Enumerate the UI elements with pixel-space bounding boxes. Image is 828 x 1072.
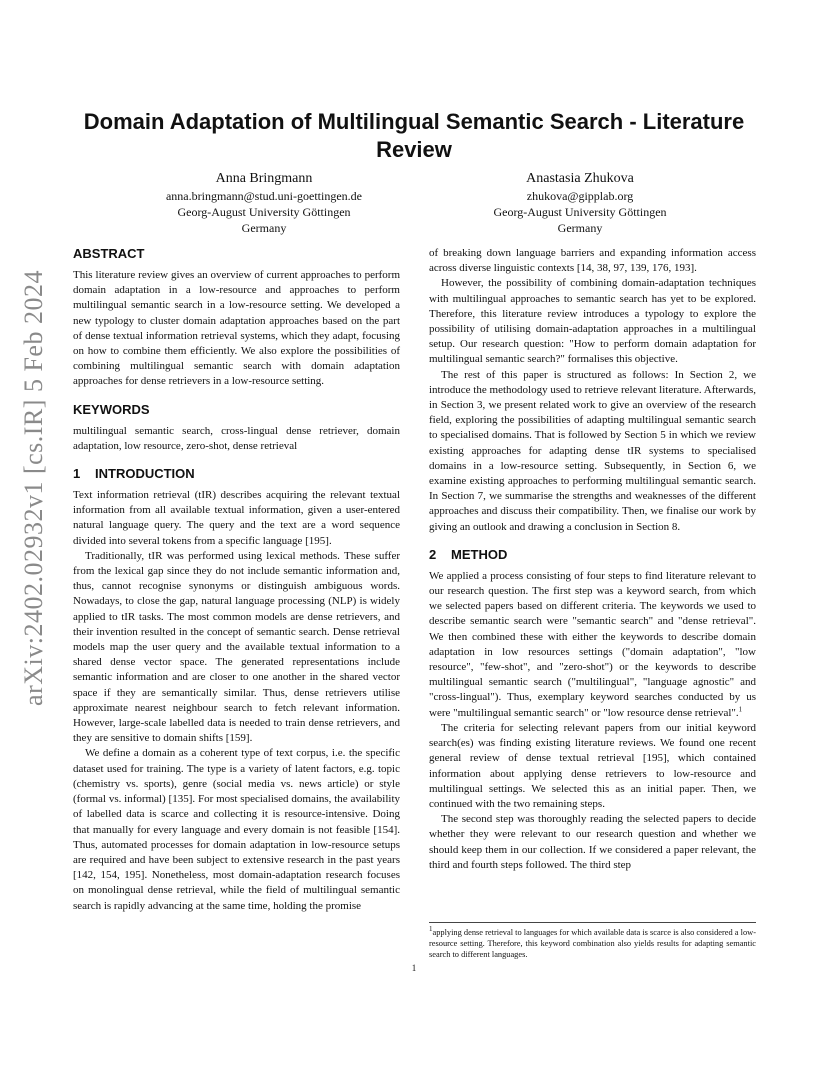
left-column (73, 246, 400, 914)
footnote-mark: 1 (738, 705, 743, 714)
footnote-number: 1 (429, 925, 433, 934)
paragraph-text: We applied a process consisting of four steps to find literature relevant to our research question. The first step was a keyword search, from which we selected papers based on different criteria. The keywords we used to describe semantic search were "semantic search" and "dense retrieval". We then combined these with either the keywords to describe domain adaptation in low resources settings ("domain adaptation", "low resource", "few-shot", and "zero-shot") or the keywords to describe multilingual semantic search ("multilingual", "language agnostic" and "cross-lingual"). Thus, exemplary keyword searches conducted by us were "multilingual semantic search" or "low resource dense retrieval". (429, 569, 756, 719)
author-affiliation: Georg-August University Göttingen (493, 205, 667, 219)
arxiv-id: arXiv:2402.02932v1 [cs.IR] 5 Feb 2024 (19, 270, 48, 706)
author-email: zhukova@gipplab.org (526, 189, 634, 203)
paragraph: The criteria for selecting relevant papers from our initial keyword search(es) was finding existing literature reviews. We found one recent general review of dense textual retrieval [195], which contained information about applying dense retrievers to low-resource and multilingual settings. We selected this as an initial paper. Then, we continued with the two remaining steps. (429, 721, 756, 810)
section-heading-method (429, 547, 756, 563)
section-number: 1 (73, 466, 81, 482)
section-title: METHOD (451, 546, 508, 562)
paragraph: The rest of this paper is structured as follows: In Section 2, we introduce the methodology used to retrieve relevant literature. Afterwards, in Section 3, we present related work to give an overview of the research field, exploring the possibilities of adapting multilingual semantic search to specialised domains. That is followed by Section 5 in which we review existing approaches for adapting dense tIR systems to specialised domains in a low-resource setting. Subsequently, in Section 6, we examine existing approaches to performing multilingual semantic search. In Section 7, we summarise the strengths and weaknesses of the different approaches and discuss their compatibility. Then, we finalise our work by giving an outlook and drawing a conclusion in Section 8. (429, 368, 756, 533)
abstract-text: This literature review gives an overview of current approaches to perform domain adaptation in a low-resource and approaches to perform multilingual semantic search in a low-resource setting. We developed a new typology to cluster domain adaptation approaches based on the part of dense textual information retrieval systems, which they adapt, focusing on how to combine them efficiently. We also explore the possibilities of combining multilingual semantic search with domain adaptation approaches for dense retrievers in a low-resource setting. (73, 269, 400, 388)
author-block-2 (430, 170, 730, 236)
footnote-text: applying dense retrieval to languages for which available data is scarce is also considered a low-resource setting. Therefore, this keyword combination also yields results for adapting semantic search to different languages. (429, 928, 756, 959)
paragraph: of breaking down language barriers and expanding information access across diverse linguistic contexts [14, 38, 97, 139, 176, 193]. (429, 247, 756, 275)
footnote (429, 922, 756, 960)
keywords-text: multilingual semantic search, cross-lingual dense retriever, domain adaptation, low resource, zero-shot, dense retrieval (73, 424, 400, 452)
paragraph: However, the possibility of combining domain-adaptation techniques with multilingual approaches to semantic search has yet to be explored. Therefore, this literature review introduces a typology to explore the possibility of utilising domain-adaptation approaches in a multilingual setup. Our research question: "How to perform domain adaptation for multilingual semantic search?" formalises this objective. (429, 277, 756, 366)
author-name: Anastasia Zhukova (526, 171, 634, 186)
page-number: 1 (411, 963, 417, 973)
paragraph: Text information retrieval (tIR) describes acquiring the relevant textual information from all available textual information, given a user-entered natural language query. The query and the text are a word sequence divided into several tokens from a specific language [195]. (73, 489, 400, 547)
section-title: INTRODUCTION (95, 466, 195, 482)
author-email: anna.bringmann@stud.uni-goettingen.de (165, 189, 362, 203)
author-country: Germany (557, 221, 603, 235)
paragraph: Traditionally, tIR was performed using lexical methods. These suffer from the lexical gap since they do not include semantic information and, thus, cannot recognise synonyms or distinguish ambiguous words. Nowadays, to close the gap, natural language processing (NLP) is widely applied to tIR tasks. The most common models are dense retrievers, and their invention resulted in the concept of semantic search. Dense retrieval models map the user query and the available textual information to a shared dense vector space. The generated representations include semantic information and are closer to one another in the shared vector space if they are semantically similar. Thus, dense retrievers utilise approximate nearest neighbour search to fetch relevant information. However, large-scale labelled data is needed to train dense retrievers, and they are sensitive to domain shifts [159]. (73, 549, 400, 745)
paragraph (429, 569, 756, 721)
paragraph: We define a domain as a coherent type of text corpus, i.e. the specific dataset used for training. The type is a variety of latent factors, e.g. topic (chemistry vs. sports), genre (social media vs. news article) or style (formal vs. informal) [135]. For most specialised domains, the availability of labelled data is scarce and collecting it is resource-intensive. Doing that manually for every language and every domain is not feasible [154]. Thus, automated processes for domain adaptation in low-resource setups are required and have been subject to extensive research in the past years [142, 154, 195]. Nonetheless, most domain-adaptation research focuses on monolingual dense retrieval, while the field of multilingual semantic search is rapidly advancing at the same time, holding the promise (73, 747, 400, 912)
abstract-heading: ABSTRACT (73, 246, 145, 261)
paper-title: Domain Adaptation of Multilingual Semantic Search - Literature Review (83, 109, 745, 162)
section-number: 2 (429, 546, 437, 562)
right-column (429, 246, 756, 873)
author-country: Germany (241, 221, 287, 235)
author-block-1 (114, 170, 414, 236)
keywords-heading: KEYWORDS (73, 401, 150, 417)
paragraph: The second step was thoroughly reading the selected papers to decide whether they were relevant to our research question and whether we should keep them in our collection. If we considered a paper relevant, the third and fourth steps followed. The third step (429, 813, 756, 871)
author-name: Anna Bringmann (215, 171, 313, 186)
author-affiliation: Georg-August University Göttingen (177, 205, 351, 219)
arxiv-watermark (19, 270, 48, 706)
section-heading-introduction (73, 466, 400, 482)
